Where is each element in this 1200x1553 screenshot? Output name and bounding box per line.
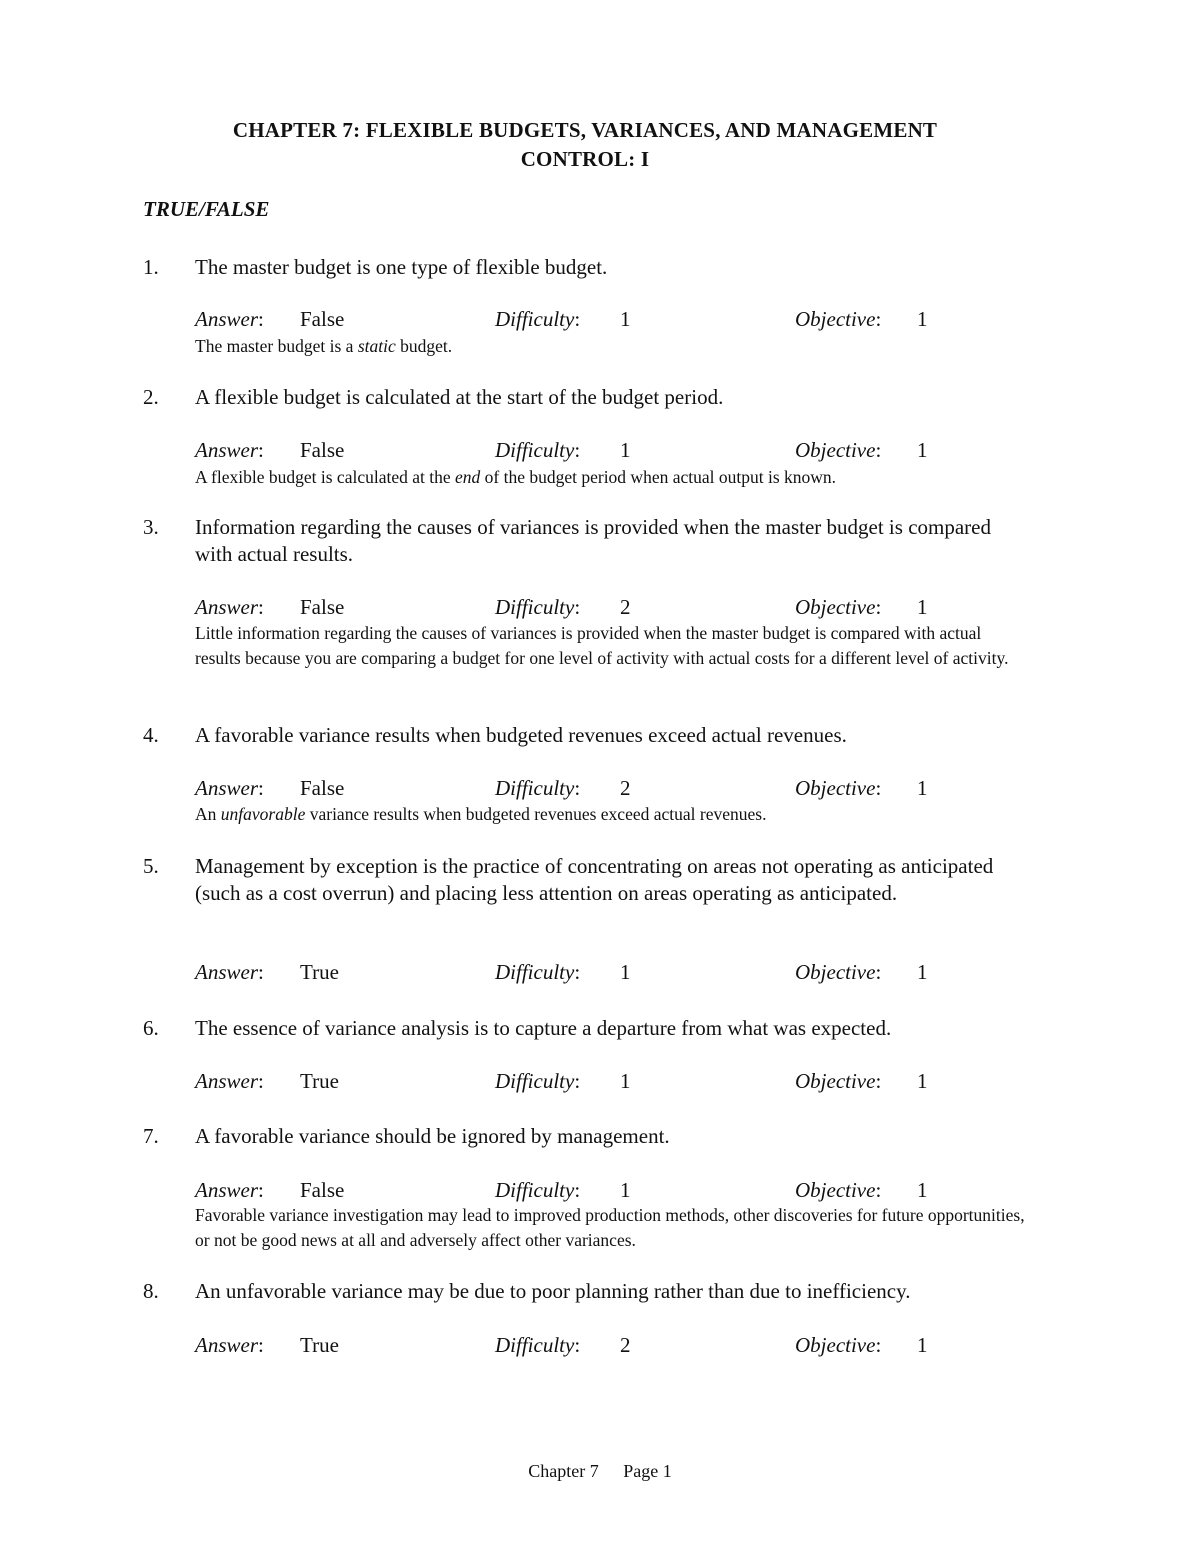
question-number: 6. (143, 1016, 159, 1040)
difficulty-value: 1 (620, 1178, 631, 1202)
question-1-meta: Answer: False Difficulty: 1 Objective: 1 (195, 307, 928, 331)
difficulty-label: Difficulty (495, 776, 575, 800)
chapter-title (0, 116, 1170, 174)
answer-value: False (300, 307, 345, 331)
question-statement: The master budget is one type of flexible budget. (195, 255, 608, 279)
objective-value: 1 (917, 595, 928, 619)
difficulty-label: Difficulty (495, 960, 575, 984)
question-number: 7. (143, 1124, 159, 1148)
objective-value: 1 (917, 776, 928, 800)
answer-label: Answer (195, 1333, 258, 1357)
question-number: 1. (143, 255, 159, 279)
difficulty-label: Difficulty (495, 1333, 575, 1357)
objective-value: 1 (917, 438, 928, 462)
question-statement: The essence of variance analysis is to capture a departure from what was expected. (195, 1016, 892, 1040)
answer-value: False (300, 776, 345, 800)
objective-label: Objective (795, 595, 876, 619)
question-number: 2. (143, 385, 159, 409)
answer-value: False (300, 1178, 345, 1202)
footer-page-number: Page 1 (623, 1461, 672, 1481)
objective-value: 1 (917, 960, 928, 984)
chapter-title-line-1: CHAPTER 7: FLEXIBLE BUDGETS, VARIANCES, AND MANAGEMENT (232, 118, 938, 142)
question-3-meta: Answer: False Difficulty: 2 Objective: 1 (195, 595, 928, 619)
objective-label: Objective (795, 307, 876, 331)
objective-label: Objective (795, 1178, 876, 1202)
answer-label: Answer (195, 1178, 258, 1202)
difficulty-label: Difficulty (495, 1178, 575, 1202)
objective-value: 1 (917, 1333, 928, 1357)
question-statement: A favorable variance should be ignored by management. (195, 1124, 670, 1148)
question-4-meta: Answer: False Difficulty: 2 Objective: 1 (195, 776, 928, 800)
question-2-explanation: A flexible budget is calculated at the end of the budget period when actual output is known. (195, 467, 837, 487)
objective-label: Objective (795, 776, 876, 800)
difficulty-value: 2 (620, 776, 631, 800)
objective-value: 1 (917, 1069, 928, 1093)
difficulty-label: Difficulty (495, 1069, 575, 1093)
answer-value: False (300, 595, 345, 619)
question-statement: A favorable variance results when budgeted revenues exceed actual revenues. (195, 723, 847, 747)
difficulty-value: 2 (620, 1333, 631, 1357)
difficulty-value: 1 (620, 307, 631, 331)
answer-label: Answer (195, 438, 258, 462)
question-3-explanation: Little information regarding the causes of variances is provided when the master budget is compared with actual results because you are comparing a budget for one level of activity with actual costs for a different level of activity. (195, 623, 1009, 668)
question-2-meta: Answer: False Difficulty: 1 Objective: 1 (195, 438, 928, 462)
question-7-explanation: Favorable variance investigation may lead to improved production methods, other discoveries for future opportunities, or not be good news at all and adversely affect other variances. (195, 1205, 1025, 1250)
question-number: 4. (143, 723, 159, 747)
answer-value: True (300, 960, 339, 984)
chapter-title-line-2: CONTROL: I (520, 147, 650, 171)
objective-label: Objective (795, 438, 876, 462)
difficulty-value: 1 (620, 438, 631, 462)
objective-label: Objective (795, 960, 876, 984)
objective-label: Objective (795, 1069, 876, 1093)
section-heading: TRUE/FALSE (143, 197, 270, 221)
question-number: 3. (143, 515, 159, 539)
question-6-meta: Answer: True Difficulty: 1 Objective: 1 (195, 1069, 928, 1093)
question-8-meta: Answer: True Difficulty: 2 Objective: 1 (195, 1333, 928, 1357)
question-number: 5. (143, 854, 159, 878)
question-statement: Information regarding the causes of variances is provided when the master budget is compared with actual results. (195, 515, 991, 566)
question-statement: An unfavorable variance may be due to poor planning rather than due to inefficiency. (195, 1279, 911, 1303)
question-5-meta: Answer: True Difficulty: 1 Objective: 1 (195, 960, 928, 984)
answer-value: True (300, 1333, 339, 1357)
objective-value: 1 (917, 307, 928, 331)
answer-value: True (300, 1069, 339, 1093)
question-7-meta: Answer: False Difficulty: 1 Objective: 1 (195, 1178, 928, 1202)
footer-chapter: Chapter 7 (528, 1461, 599, 1481)
difficulty-value: 1 (620, 1069, 631, 1093)
answer-label: Answer (195, 307, 258, 331)
difficulty-value: 1 (620, 960, 631, 984)
answer-label: Answer (195, 960, 258, 984)
page-footer (0, 1461, 1200, 1482)
question-statement: A flexible budget is calculated at the start of the budget period. (195, 385, 724, 409)
question-4-explanation: An unfavorable variance results when budgeted revenues exceed actual revenues. (195, 804, 767, 824)
question-1-explanation: The master budget is a static budget. (195, 336, 453, 356)
difficulty-label: Difficulty (495, 595, 575, 619)
answer-label: Answer (195, 1069, 258, 1093)
question-number: 8. (143, 1279, 159, 1303)
difficulty-value: 2 (620, 595, 631, 619)
question-statement: Management by exception is the practice of concentrating on areas not operating as anticipated (such as a cost overrun) and placing less attention on areas operating as anticipated. (195, 854, 994, 905)
objective-value: 1 (917, 1178, 928, 1202)
answer-label: Answer (195, 595, 258, 619)
objective-label: Objective (795, 1333, 876, 1357)
difficulty-label: Difficulty (495, 438, 575, 462)
answer-value: False (300, 438, 345, 462)
difficulty-label: Difficulty (495, 307, 575, 331)
answer-label: Answer (195, 776, 258, 800)
